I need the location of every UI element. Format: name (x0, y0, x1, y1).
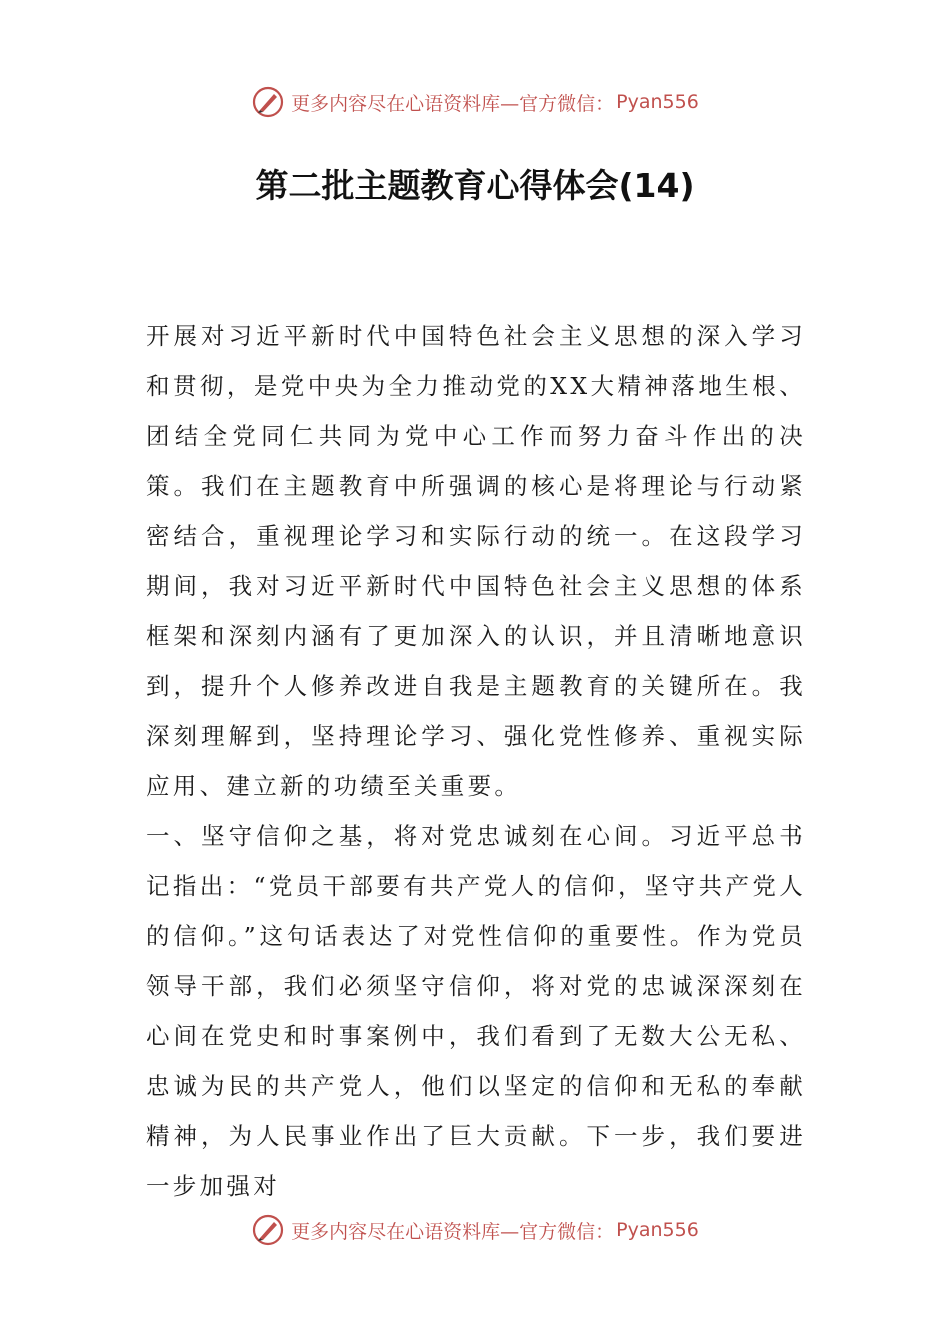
wechat-id: Pyan556 (616, 1219, 699, 1241)
header-banner (0, 82, 950, 122)
document-title: 第二批主题教育心得体会(14) (255, 166, 695, 205)
pen-circle-icon (251, 85, 285, 119)
paragraph: 一、坚守信仰之基，将对党忠诚刻在心间。习近平总书记指出：“党员干部要有共产党人的信仰，坚守共产党人的信仰。”这句话表达了对党性信仰的重要性。作为党员领导干部，我们必须坚守信仰，将对党的忠诚深深刻在心间在党史和时事案例中，我们看到了无数大公无私、忠诚为民的共产党人，他们以坚定的信仰和无私的奉献精神，为人民事业作出了巨大贡献。下一步，我们要进一步加强对 (146, 822, 806, 1200)
banner-text: 更多内容尽在心语资料库—官方微信： (291, 92, 615, 115)
pen-circle-icon (251, 1213, 285, 1247)
footer-banner (0, 1210, 950, 1250)
paragraph: 开展对习近平新时代中国特色社会主义思想的深入学习和贯彻，是党中央为全力推动党的XX大精神落地生根、团结全党同仁共同为党中心工作而努力奋斗作出的决策。我们在主题教育中所强调的核心是将理论与行动紧密结合，重视理论学习和实际行动的统一。在这段学习期间，我对习近平新时代中国特色社会主义思想的体系框架和深刻内涵有了更加深入的认识，并且清晰地意识到，提升个人修养改进自我是主题教育的关键所在。我深刻理解到，坚持理论学习、强化党性修养、重视实际应用、建立新的功绩至关重要。 (146, 322, 806, 800)
wechat-id: Pyan556 (616, 91, 699, 113)
banner-text: 更多内容尽在心语资料库—官方微信： (291, 1220, 615, 1243)
document-body (146, 311, 806, 1211)
